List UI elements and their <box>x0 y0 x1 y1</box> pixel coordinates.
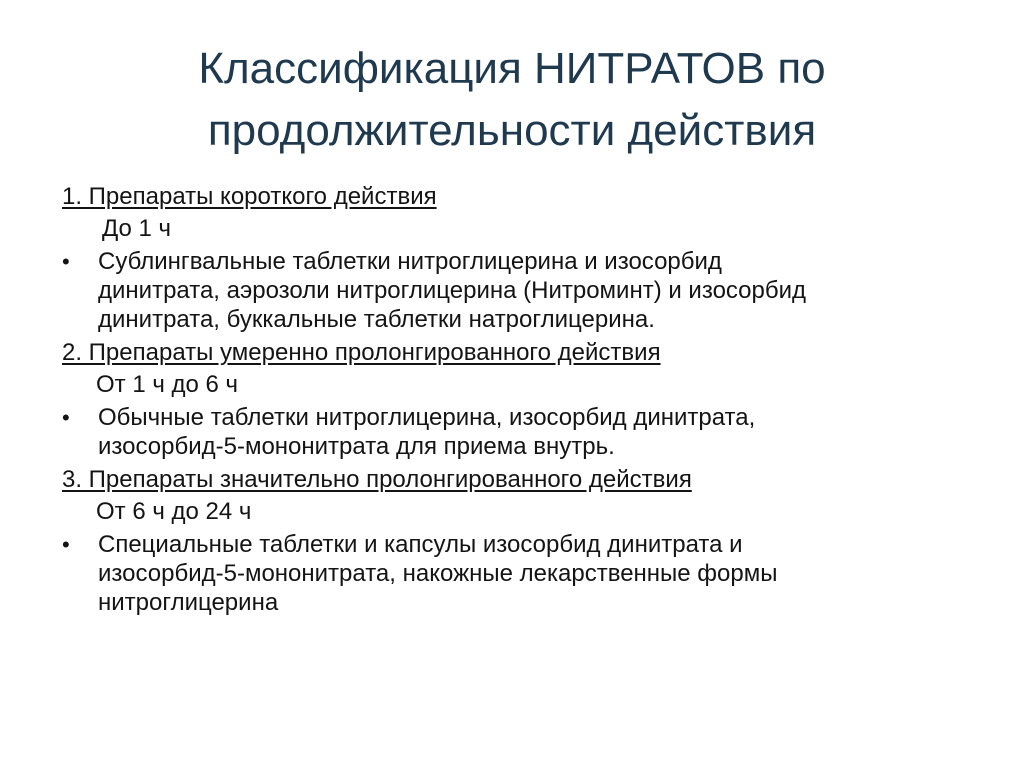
section-moderate-acting <box>62 338 982 461</box>
bullet-dot-icon: • <box>62 249 70 274</box>
section-long-acting <box>62 465 982 617</box>
bullet-item <box>62 247 982 334</box>
section-heading: 1. Препараты короткого действия <box>62 183 437 210</box>
title-line-2: продолжительности действия <box>207 106 817 155</box>
bullet-line: изосорбид-5-мононитрата для приема внутрь. <box>98 433 615 460</box>
bullet-item <box>62 403 982 461</box>
duration-label: От 1 ч до 6 ч <box>96 371 239 398</box>
bullet-dot-icon: • <box>62 532 70 557</box>
bullet-text <box>98 530 982 617</box>
slide-title <box>60 38 964 162</box>
slide-body <box>62 182 982 621</box>
bullet-line: изосорбид-5-мононитрата, накожные лекарственные формы <box>98 560 778 587</box>
bullet-line: Обычные таблетки нитроглицерина, изосорбид динитрата, <box>98 404 756 431</box>
duration-label: До 1 ч <box>102 215 172 242</box>
section-heading: 2. Препараты умеренно пролонгированного действия <box>62 339 661 366</box>
bullet-text <box>98 247 982 334</box>
bullet-item <box>62 530 982 617</box>
bullet-line: нитроглицерина <box>98 589 279 616</box>
bullet-line: Специальные таблетки и капсулы изосорбид динитрата и <box>98 531 743 558</box>
section-short-acting <box>62 182 982 334</box>
bullet-text <box>98 403 982 461</box>
title-line-1: Классификация НИТРАТОВ по <box>198 44 826 93</box>
bullet-line: динитрата, буккальные таблетки натроглицерина. <box>98 306 655 333</box>
section-heading: 3. Препараты значительно пролонгированного действия <box>62 466 692 493</box>
bullet-line: динитрата, аэрозоли нитроглицерина (Нитроминт) и изосорбид <box>98 277 807 304</box>
bullet-dot-icon: • <box>62 405 70 430</box>
bullet-line: Сублингвальные таблетки нитроглицерина и изосорбид <box>98 248 722 275</box>
duration-label: От 6 ч до 24 ч <box>96 498 252 525</box>
